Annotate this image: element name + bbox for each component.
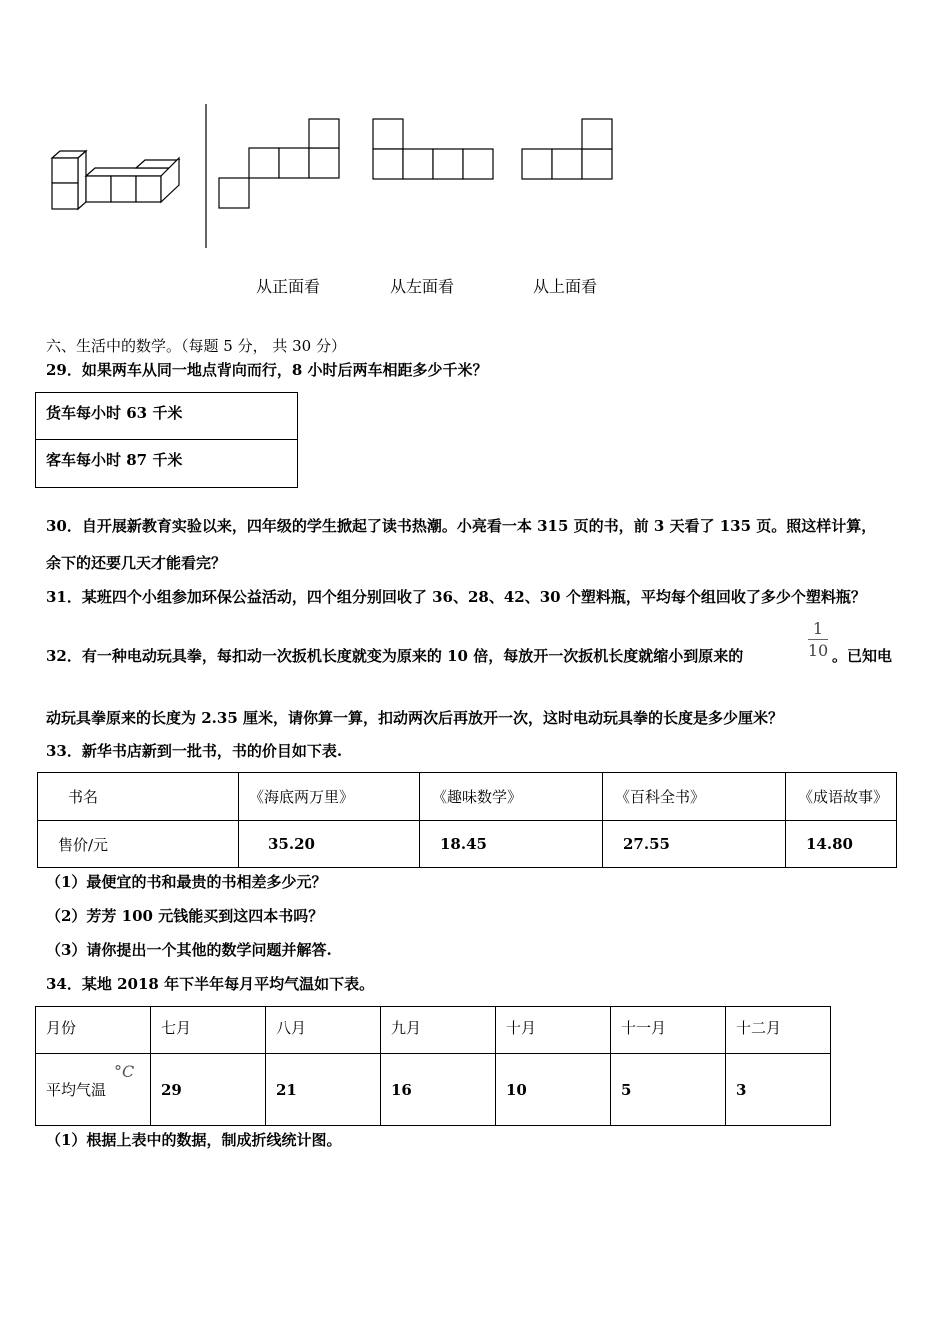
q33-header-cell: 《趣味数学》 bbox=[420, 773, 603, 821]
q33-header-cell: 书名 bbox=[38, 773, 239, 821]
q34-temp-cell: 3 bbox=[726, 1054, 831, 1126]
q33-price-cell: 35.20 bbox=[239, 821, 420, 868]
q29-row-truck: 货车每小时 63 千米 bbox=[36, 393, 298, 440]
fraction-one-tenth bbox=[806, 620, 830, 661]
cube-stack-figure bbox=[45, 148, 185, 214]
q34-header-cell: 月份 bbox=[36, 1007, 151, 1054]
q34-text: 34．某地 2018 年下半年每月平均气温如下表。 bbox=[46, 975, 375, 993]
fraction-numerator: 1 bbox=[812, 619, 824, 638]
q33-price-cell: 18.45 bbox=[420, 821, 603, 868]
fraction-denominator: 10 bbox=[807, 641, 829, 660]
q32-line2: 动玩具拳原来的长度为 2.35 厘米，请你算一算，扣动两次后再放开一次，这时电动玩具拳的长度是多少厘米？ bbox=[46, 709, 783, 727]
q33-text: 33．新华书店新到一批书，书的价目如下表. bbox=[46, 742, 343, 760]
q34-temp-cell: 10 bbox=[496, 1054, 611, 1126]
q33-price-cell: 14.80 bbox=[786, 821, 897, 868]
q34-temp-label-cell bbox=[36, 1054, 151, 1126]
q33-header-cell: 《成语故事》 bbox=[786, 773, 897, 821]
q33-sub1: （1）最便宜的书和最贵的书相差多少元？ bbox=[46, 873, 327, 891]
q34-temp-cell: 5 bbox=[611, 1054, 726, 1126]
divider-line bbox=[203, 104, 209, 248]
q34-temp-cell: 29 bbox=[151, 1054, 266, 1126]
q34-temp-cell: 21 bbox=[266, 1054, 381, 1126]
q34-sub1: （1）根据上表中的数据，制成折线统计图。 bbox=[46, 1131, 342, 1149]
q32-line1-end: 。已知电 bbox=[832, 647, 893, 665]
q33-sub2: （2）芳芳 100 元钱能买到这四本书吗？ bbox=[46, 907, 324, 925]
q30-line2: 余下的还要几天才能看完？ bbox=[46, 554, 227, 572]
q33-price-cell: 27.55 bbox=[603, 821, 786, 868]
top-view-figure bbox=[521, 118, 615, 180]
q34-header-cell: 十一月 bbox=[611, 1007, 726, 1054]
q34-header-cell: 十月 bbox=[496, 1007, 611, 1054]
q29-row-bus: 客车每小时 87 千米 bbox=[36, 440, 298, 488]
q34-header-cell: 八月 bbox=[266, 1007, 381, 1054]
left-view-label: 从左面看 bbox=[390, 277, 455, 296]
q29-text: 29．如果两车从同一地点背向而行，8 小时后两车相距多少千米？ bbox=[46, 361, 488, 379]
q33-price-label: 售价/元 bbox=[38, 821, 239, 868]
q33-price-table bbox=[37, 772, 897, 868]
q34-header-row bbox=[36, 1007, 831, 1054]
q31-text: 31．某班四个小组参加环保公益活动，四个组分别回收了 36、28、42、30 个塑料瓶，平均每个组回收了多少个塑料瓶？ bbox=[46, 588, 866, 606]
q34-header-cell: 十二月 bbox=[726, 1007, 831, 1054]
q34-header-cell: 九月 bbox=[381, 1007, 496, 1054]
q33-header-cell: 《海底两万里》 bbox=[239, 773, 420, 821]
q29-table bbox=[35, 392, 298, 488]
front-view-figure bbox=[218, 118, 340, 210]
q34-temperature-table bbox=[35, 1006, 831, 1126]
left-view-figure bbox=[372, 118, 496, 180]
top-view-label: 从上面看 bbox=[533, 277, 598, 296]
q34-temp-label: 平均气温 bbox=[46, 1081, 107, 1099]
q34-temp-row bbox=[36, 1054, 831, 1126]
q30-line1: 30．自开展新教育实验以来，四年级的学生掀起了读书热潮。小亮看一本 315 页的书，前 3 天看了 135 页。照这样计算， bbox=[46, 517, 877, 535]
front-view-label: 从正面看 bbox=[256, 277, 321, 296]
section-heading: 六、生活中的数学。（每题 5 分， 共 30 分） bbox=[46, 337, 346, 355]
q33-header-cell: 《百科全书》 bbox=[603, 773, 786, 821]
q33-sub3: （3）请你提出一个其他的数学问题并解答. bbox=[46, 941, 332, 959]
celsius-unit: °C bbox=[114, 1062, 135, 1081]
q32-line1: 32．有一种电动玩具拳，每扣动一次扳机长度就变为原来的 10 倍，每放开一次扳机长度就缩小到原来的 bbox=[46, 647, 744, 665]
q34-temp-cell: 16 bbox=[381, 1054, 496, 1126]
q34-header-cell: 七月 bbox=[151, 1007, 266, 1054]
q33-header-row bbox=[38, 773, 897, 821]
q33-price-row bbox=[38, 821, 897, 868]
